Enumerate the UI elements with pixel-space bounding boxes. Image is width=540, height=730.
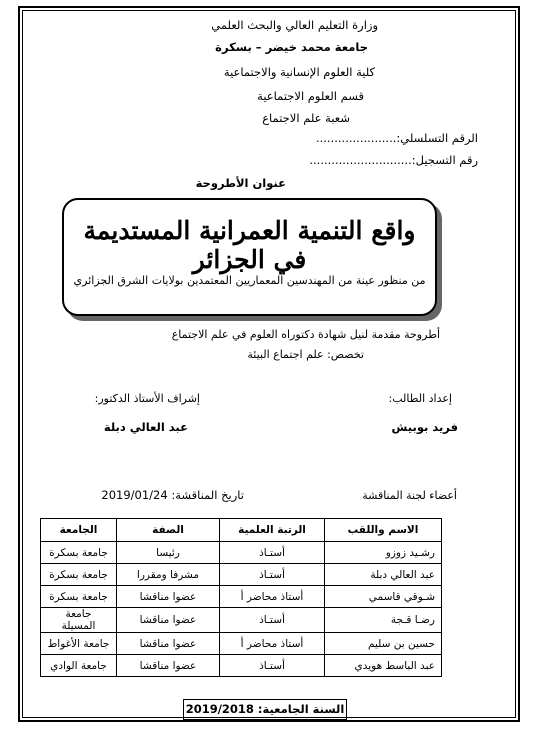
thesis-main-title: واقع التنمية العمرانية المستديمة في الجزائر: [83, 216, 416, 274]
thesis-title-label: عنوان الأطروحة: [195, 176, 286, 190]
ministry-line: وزارة التعليم العالي والبحث العلمي: [211, 18, 378, 32]
member-role: مشرفا ومقررا: [117, 564, 220, 586]
faculty-line: كلية العلوم الإنسانية والاجتماعية: [223, 65, 375, 79]
academic-year: السنة الجامعية: 2019/2018: [183, 699, 347, 720]
section-line: شعبة علم الاجتماع: [262, 111, 350, 125]
member-university: جامعة بسكرة: [41, 586, 117, 608]
student-name: فريد بوبيش: [391, 420, 458, 434]
member-rank: أستـاذ: [220, 608, 325, 633]
member-name: شـوقي قاسمي: [325, 586, 442, 608]
member-university: جامعة بسكرة: [41, 542, 117, 564]
member-name: عبد الباسط هويدي: [325, 655, 442, 677]
member-rank: أستاذ محاضر أ: [220, 586, 325, 608]
member-rank: أستـاذ: [220, 542, 325, 564]
member-university: جامعة بسكرة: [41, 564, 117, 586]
jury-table-header-row: [41, 519, 442, 542]
header-university: الجامعة: [41, 519, 117, 542]
member-rank: أستـاذ: [220, 564, 325, 586]
thesis-title-box: [62, 198, 437, 316]
table-row: [41, 542, 442, 564]
member-name: رشـيد زوزو: [325, 542, 442, 564]
student-label: إعداد الطالب:: [388, 392, 452, 405]
member-name: رضـا قـجة: [325, 608, 442, 633]
member-rank: أستـاذ: [220, 655, 325, 677]
header-name: الاسم واللقب: [325, 519, 442, 542]
supervisor-name: عبد العالي دبلة: [103, 420, 188, 434]
specialty-line: تخصص: علم اجتماع البيئة: [247, 348, 364, 361]
table-row: [41, 564, 442, 586]
header-rank: الرتبة العلمية: [220, 519, 325, 542]
member-name: عبد العالي دبلة: [325, 564, 442, 586]
member-role: عضوا مناقشا: [117, 633, 220, 655]
degree-line: أطروحة مقدمة لنيل شهادة دكتوراه العلوم في علم الاجتماع: [171, 328, 440, 341]
table-row: [41, 633, 442, 655]
header-role: الصفة: [117, 519, 220, 542]
supervisor-label: إشراف الأستاذ الدكتور:: [94, 392, 200, 405]
serial-number-field: الرقم التسلسلي:......................: [315, 131, 478, 145]
member-role: رئيسا: [117, 542, 220, 564]
member-role: عضوا مناقشا: [117, 608, 220, 633]
table-row: [41, 586, 442, 608]
member-university: جامعة الوادي: [41, 655, 117, 677]
defense-date: تاريخ المناقشة: 2019/01/24: [101, 488, 244, 502]
member-rank: أستاذ محاضر أ: [220, 633, 325, 655]
department-line: قسم العلوم الاجتماعية: [257, 89, 364, 103]
thesis-subtitle: من منظور عينة من المهندسين المعماريين المعتمدين بولايات الشرق الجزائري: [73, 274, 426, 287]
committee-label: أعضاء لجنة المناقشة: [362, 489, 457, 502]
member-role: عضوا مناقشا: [117, 655, 220, 677]
member-university: جامعة الأغواط: [41, 633, 117, 655]
member-name: حسين بن سليم: [325, 633, 442, 655]
registration-number-field: رقم التسجيل:............................: [309, 153, 478, 167]
table-row: [41, 608, 442, 633]
table-row: [41, 655, 442, 677]
jury-table: [40, 518, 442, 677]
member-university: جامعة المسيلة: [41, 608, 117, 633]
member-role: عضوا مناقشا: [117, 586, 220, 608]
university-line: جامعة محمد خيضر – بسكرة: [215, 40, 368, 54]
